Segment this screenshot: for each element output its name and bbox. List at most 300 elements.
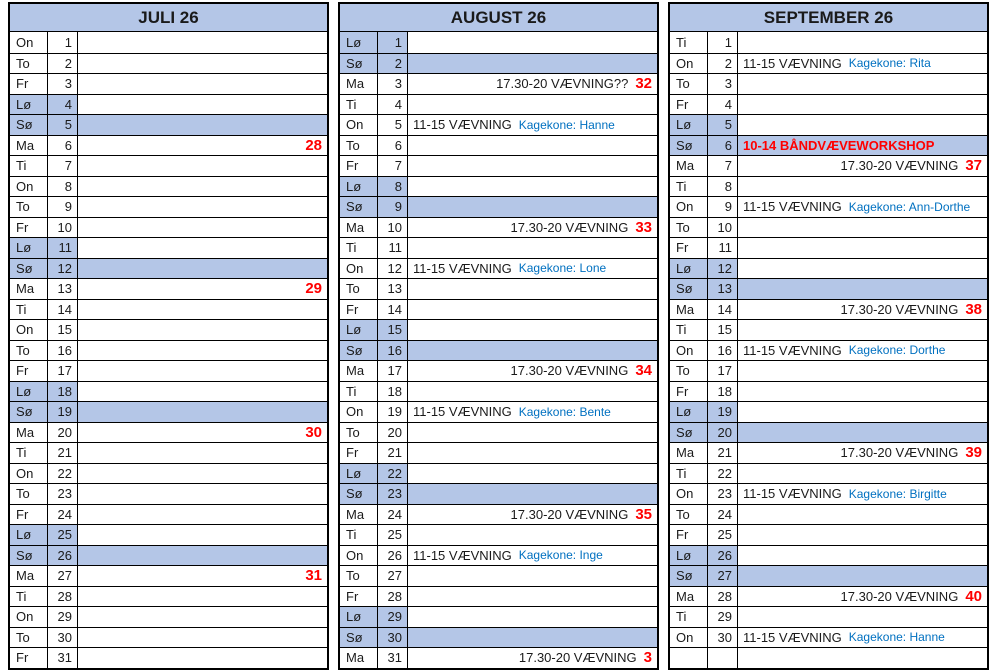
day-abbrev-cell[interactable]: Lø [340, 32, 378, 53]
event-cell[interactable] [738, 505, 987, 525]
event-cell[interactable] [78, 341, 327, 361]
date-number-cell[interactable]: 23 [378, 484, 408, 504]
date-number-cell[interactable]: 21 [708, 443, 738, 463]
event-cell[interactable] [78, 546, 327, 566]
date-number-cell[interactable]: 23 [708, 484, 738, 504]
date-number-cell[interactable]: 14 [708, 300, 738, 320]
day-abbrev-cell[interactable]: To [340, 279, 378, 299]
event-cell[interactable] [408, 628, 657, 648]
event-cell[interactable] [78, 361, 327, 381]
day-abbrev-cell[interactable]: To [670, 505, 708, 525]
date-number-cell[interactable]: 13 [378, 279, 408, 299]
day-abbrev-cell[interactable]: Ti [670, 32, 708, 53]
event-cell[interactable] [738, 566, 987, 586]
date-number-cell[interactable]: 8 [48, 177, 78, 197]
event-cell[interactable] [738, 341, 987, 361]
day-abbrev-cell[interactable]: On [10, 320, 48, 340]
date-number-cell[interactable]: 10 [708, 218, 738, 238]
event-cell[interactable] [78, 587, 327, 607]
day-abbrev-cell[interactable]: On [10, 177, 48, 197]
date-number-cell[interactable]: 29 [48, 607, 78, 627]
event-cell[interactable] [408, 197, 657, 217]
date-number-cell[interactable]: 11 [708, 238, 738, 258]
day-abbrev-cell[interactable]: Ti [340, 525, 378, 545]
date-number-cell[interactable]: 26 [378, 546, 408, 566]
day-abbrev-cell[interactable]: Lø [340, 320, 378, 340]
day-abbrev-cell[interactable]: Lø [10, 525, 48, 545]
event-cell[interactable] [408, 648, 657, 668]
kagekone-label: Kagekone: Rita [848, 56, 931, 71]
event-cell[interactable] [78, 300, 327, 320]
day-abbrev-cell[interactable]: Ma [340, 361, 378, 381]
event-cell[interactable] [408, 566, 657, 586]
day-abbrev-cell[interactable]: Lø [670, 546, 708, 566]
calendar-row [10, 217, 327, 238]
month-title-september: SEPTEMBER 26 [670, 4, 987, 32]
event-cell[interactable] [738, 32, 987, 53]
date-number-cell[interactable]: 22 [48, 464, 78, 484]
date-number-cell[interactable]: 15 [378, 320, 408, 340]
event-cell[interactable] [408, 587, 657, 607]
day-abbrev-cell[interactable]: To [10, 484, 48, 504]
event-cell[interactable] [408, 505, 657, 525]
event-cell[interactable] [408, 484, 657, 504]
week-number: 39 [965, 444, 982, 462]
day-abbrev-cell[interactable]: To [340, 136, 378, 156]
event-cell[interactable] [408, 320, 657, 340]
day-abbrev-cell[interactable]: On [10, 32, 48, 53]
day-abbrev-cell[interactable]: Fr [340, 587, 378, 607]
date-number-cell[interactable]: 27 [708, 566, 738, 586]
day-abbrev-cell[interactable]: Ma [10, 423, 48, 443]
event-cell[interactable] [78, 177, 327, 197]
date-number-cell[interactable]: 7 [48, 156, 78, 176]
date-number-cell[interactable]: 17 [708, 361, 738, 381]
day-abbrev-cell[interactable]: On [670, 197, 708, 217]
event-cell[interactable] [408, 115, 657, 135]
day-abbrev-cell[interactable]: Sø [670, 279, 708, 299]
date-number-cell[interactable]: 18 [48, 382, 78, 402]
event-cell[interactable] [738, 546, 987, 566]
day-abbrev-cell[interactable]: Fr [670, 525, 708, 545]
date-number-cell[interactable]: 19 [708, 402, 738, 422]
day-abbrev-cell[interactable]: On [10, 464, 48, 484]
day-abbrev-cell[interactable]: Ma [340, 74, 378, 94]
day-abbrev-cell[interactable]: Ma [10, 566, 48, 586]
day-abbrev-cell[interactable]: Ti [10, 443, 48, 463]
event-cell[interactable] [408, 382, 657, 402]
date-number-cell[interactable]: 15 [48, 320, 78, 340]
day-abbrev-cell[interactable]: On [10, 607, 48, 627]
event-cell[interactable] [78, 95, 327, 115]
day-abbrev-cell[interactable]: Ti [670, 320, 708, 340]
event-time-label: 17.30-20 VÆVNING [510, 363, 629, 379]
day-abbrev-cell[interactable]: Fr [340, 300, 378, 320]
day-abbrev-cell[interactable]: Lø [340, 607, 378, 627]
event-cell[interactable] [408, 443, 657, 463]
day-abbrev-cell[interactable]: Lø [340, 464, 378, 484]
date-number-cell[interactable]: 27 [378, 566, 408, 586]
date-number-cell[interactable]: 13 [48, 279, 78, 299]
date-number-cell[interactable]: 12 [48, 259, 78, 279]
event-cell[interactable] [408, 177, 657, 197]
day-abbrev-cell[interactable]: Fr [340, 156, 378, 176]
event-cell[interactable] [78, 484, 327, 504]
day-abbrev-cell[interactable]: Ma [340, 648, 378, 668]
event-cell[interactable] [738, 54, 987, 74]
event-cell[interactable] [408, 95, 657, 115]
date-number-cell[interactable]: 9 [48, 197, 78, 217]
day-abbrev-cell[interactable]: To [340, 423, 378, 443]
day-abbrev-cell[interactable]: Lø [340, 177, 378, 197]
date-number-cell[interactable]: 3 [48, 74, 78, 94]
date-number-cell[interactable]: 14 [378, 300, 408, 320]
day-abbrev-cell[interactable]: On [340, 402, 378, 422]
calendar-row [670, 647, 987, 668]
day-abbrev-cell[interactable]: Sø [340, 54, 378, 74]
event-time-label: 11-15 VÆVNING [413, 547, 512, 563]
day-abbrev-cell[interactable]: Fr [670, 382, 708, 402]
date-number-cell[interactable]: 16 [708, 341, 738, 361]
date-number-cell[interactable]: 25 [378, 525, 408, 545]
day-abbrev-cell[interactable]: Lø [670, 402, 708, 422]
day-abbrev-cell[interactable] [670, 648, 708, 668]
date-number-cell[interactable]: 4 [378, 95, 408, 115]
day-abbrev-cell[interactable]: On [670, 341, 708, 361]
date-number-cell[interactable]: 11 [48, 238, 78, 258]
day-abbrev-cell[interactable]: To [10, 197, 48, 217]
date-number-cell[interactable]: 2 [708, 54, 738, 74]
event-cell[interactable] [78, 74, 327, 94]
date-number-cell[interactable]: 29 [708, 607, 738, 627]
event-cell[interactable] [408, 218, 657, 238]
day-abbrev-cell[interactable]: Ma [670, 443, 708, 463]
day-abbrev-cell[interactable]: Lø [670, 115, 708, 135]
event-cell[interactable] [408, 464, 657, 484]
date-number-cell[interactable]: 12 [708, 259, 738, 279]
date-number-cell[interactable]: 17 [378, 361, 408, 381]
calendar-row [340, 135, 657, 156]
date-number-cell[interactable]: 3 [378, 74, 408, 94]
day-abbrev-cell[interactable]: Lø [670, 259, 708, 279]
event-cell[interactable] [408, 525, 657, 545]
day-abbrev-cell[interactable]: Sø [10, 115, 48, 135]
event-cell[interactable] [78, 54, 327, 74]
date-number-cell[interactable]: 31 [378, 648, 408, 668]
date-number-cell[interactable]: 20 [48, 423, 78, 443]
date-number-cell[interactable]: 6 [48, 136, 78, 156]
event-cell[interactable] [408, 156, 657, 176]
event-time-label: 17.30-20 VÆVNING [840, 445, 959, 461]
date-number-cell[interactable]: 18 [378, 382, 408, 402]
date-number-cell[interactable]: 6 [378, 136, 408, 156]
event-cell[interactable] [78, 259, 327, 279]
event-cell[interactable] [408, 607, 657, 627]
event-cell[interactable] [738, 136, 987, 156]
date-number-cell[interactable]: 2 [48, 54, 78, 74]
date-number-cell[interactable]: 10 [378, 218, 408, 238]
event-cell[interactable] [738, 361, 987, 381]
day-abbrev-cell[interactable]: Fr [10, 648, 48, 668]
day-abbrev-cell[interactable]: Ma [340, 505, 378, 525]
event-cell[interactable] [408, 136, 657, 156]
date-number-cell[interactable]: 28 [48, 587, 78, 607]
event-cell[interactable] [738, 587, 987, 607]
date-number-cell[interactable]: 9 [708, 197, 738, 217]
event-cell[interactable] [408, 546, 657, 566]
day-abbrev-cell[interactable]: To [670, 218, 708, 238]
date-number-cell[interactable]: 22 [378, 464, 408, 484]
date-number-cell[interactable]: 3 [708, 74, 738, 94]
day-abbrev-cell[interactable]: To [670, 361, 708, 381]
date-number-cell[interactable]: 13 [708, 279, 738, 299]
event-cell[interactable] [408, 238, 657, 258]
date-number-cell[interactable]: 8 [378, 177, 408, 197]
event-cell[interactable] [78, 402, 327, 422]
event-cell[interactable] [738, 382, 987, 402]
day-abbrev-cell[interactable]: Ti [10, 300, 48, 320]
day-abbrev-cell[interactable]: Ma [670, 300, 708, 320]
event-cell[interactable] [738, 218, 987, 238]
date-number-cell[interactable]: 5 [708, 115, 738, 135]
event-cell[interactable] [408, 361, 657, 381]
calendar-row [340, 627, 657, 648]
day-abbrev-cell[interactable]: Sø [340, 341, 378, 361]
event-cell[interactable] [78, 648, 327, 668]
day-abbrev-cell[interactable]: On [670, 484, 708, 504]
date-number-cell[interactable]: 5 [48, 115, 78, 135]
date-number-cell[interactable]: 30 [708, 628, 738, 648]
day-abbrev-cell[interactable]: Fr [340, 443, 378, 463]
date-number-cell[interactable]: 27 [48, 566, 78, 586]
date-number-cell[interactable]: 24 [48, 505, 78, 525]
event-cell[interactable] [78, 32, 327, 53]
event-cell[interactable] [738, 464, 987, 484]
date-number-cell[interactable]: 19 [48, 402, 78, 422]
week-number: 37 [965, 157, 982, 175]
day-abbrev-cell[interactable]: Fr [670, 95, 708, 115]
day-abbrev-cell[interactable]: To [670, 74, 708, 94]
day-abbrev-cell[interactable]: Sø [670, 136, 708, 156]
event-cell[interactable] [78, 218, 327, 238]
date-number-cell[interactable]: 17 [48, 361, 78, 381]
week-number: 30 [305, 423, 322, 441]
event-cell[interactable] [408, 74, 657, 94]
event-cell[interactable] [738, 423, 987, 443]
day-abbrev-cell[interactable]: On [670, 54, 708, 74]
calendar-row [10, 258, 327, 279]
event-cell[interactable] [738, 525, 987, 545]
event-cell[interactable] [408, 402, 657, 422]
date-number-cell[interactable]: 30 [378, 628, 408, 648]
day-abbrev-cell[interactable]: Sø [340, 484, 378, 504]
day-abbrev-cell[interactable]: Ti [10, 587, 48, 607]
date-number-cell[interactable]: 16 [48, 341, 78, 361]
event-cell[interactable] [78, 279, 327, 299]
day-abbrev-cell[interactable]: Fr [10, 218, 48, 238]
day-abbrev-cell[interactable]: Ti [10, 156, 48, 176]
event-cell[interactable] [78, 525, 327, 545]
date-number-cell[interactable]: 25 [48, 525, 78, 545]
event-cell[interactable] [738, 156, 987, 176]
date-number-cell[interactable]: 21 [378, 443, 408, 463]
event-cell[interactable] [408, 341, 657, 361]
date-number-cell[interactable]: 6 [708, 136, 738, 156]
date-number-cell[interactable]: 9 [378, 197, 408, 217]
day-abbrev-cell[interactable]: Sø [10, 546, 48, 566]
day-abbrev-cell[interactable]: Ma [670, 156, 708, 176]
event-cell[interactable] [408, 32, 657, 53]
calendar-row [10, 647, 327, 668]
event-cell[interactable] [78, 238, 327, 258]
date-number-cell[interactable]: 21 [48, 443, 78, 463]
date-number-cell[interactable]: 29 [378, 607, 408, 627]
day-abbrev-cell[interactable]: Sø [10, 259, 48, 279]
date-number-cell[interactable]: 20 [378, 423, 408, 443]
date-number-cell[interactable]: 31 [48, 648, 78, 668]
date-number-cell[interactable]: 26 [48, 546, 78, 566]
date-number-cell[interactable]: 30 [48, 628, 78, 648]
day-abbrev-cell[interactable]: Fr [670, 238, 708, 258]
day-abbrev-cell[interactable]: Ma [670, 587, 708, 607]
day-abbrev-cell[interactable]: Fr [10, 505, 48, 525]
date-number-cell[interactable]: 1 [378, 32, 408, 53]
calendar-row [10, 299, 327, 320]
date-number-cell[interactable]: 4 [48, 95, 78, 115]
event-cell[interactable] [738, 628, 987, 648]
event-cell[interactable] [78, 136, 327, 156]
event-cell[interactable] [738, 402, 987, 422]
event-cell[interactable] [78, 607, 327, 627]
event-cell[interactable] [78, 505, 327, 525]
day-abbrev-cell[interactable]: Lø [10, 382, 48, 402]
event-cell[interactable] [78, 320, 327, 340]
date-number-cell[interactable]: 20 [708, 423, 738, 443]
day-abbrev-cell[interactable]: On [340, 259, 378, 279]
event-cell[interactable] [408, 300, 657, 320]
date-number-cell[interactable]: 19 [378, 402, 408, 422]
event-cell[interactable] [78, 115, 327, 135]
calendar-row [670, 524, 987, 545]
event-cell[interactable] [408, 54, 657, 74]
event-cell[interactable] [78, 628, 327, 648]
day-abbrev-cell[interactable]: Lø [10, 95, 48, 115]
day-abbrev-cell[interactable]: On [340, 546, 378, 566]
event-cell[interactable] [738, 115, 987, 135]
calendar-row [670, 278, 987, 299]
event-cell[interactable] [738, 259, 987, 279]
date-number-cell[interactable]: 12 [378, 259, 408, 279]
day-abbrev-cell[interactable]: Fr [10, 74, 48, 94]
event-cell[interactable] [78, 464, 327, 484]
date-number-cell[interactable]: 24 [378, 505, 408, 525]
event-cell[interactable] [78, 443, 327, 463]
day-abbrev-cell[interactable]: To [10, 54, 48, 74]
event-cell[interactable] [738, 279, 987, 299]
date-number-cell[interactable]: 5 [378, 115, 408, 135]
calendar-row [10, 196, 327, 217]
day-abbrev-cell[interactable]: Sø [670, 566, 708, 586]
day-abbrev-cell[interactable]: Ti [670, 177, 708, 197]
event-cell[interactable] [78, 382, 327, 402]
date-number-cell[interactable]: 1 [48, 32, 78, 53]
date-number-cell[interactable]: 16 [378, 341, 408, 361]
day-abbrev-cell[interactable]: Ma [340, 218, 378, 238]
event-cell[interactable] [738, 443, 987, 463]
month-grid-juli [10, 32, 327, 668]
calendar-row [670, 299, 987, 320]
date-number-cell[interactable]: 2 [378, 54, 408, 74]
event-cell[interactable] [738, 95, 987, 115]
event-cell[interactable] [408, 279, 657, 299]
day-abbrev-cell[interactable]: On [340, 115, 378, 135]
event-cell[interactable] [738, 300, 987, 320]
day-abbrev-cell[interactable]: Ti [670, 464, 708, 484]
day-abbrev-cell[interactable]: Sø [340, 197, 378, 217]
event-cell[interactable] [408, 423, 657, 443]
event-cell[interactable] [408, 259, 657, 279]
date-number-cell[interactable]: 22 [708, 464, 738, 484]
event-cell[interactable] [738, 607, 987, 627]
date-number-cell[interactable] [708, 648, 738, 668]
week-number: 29 [305, 280, 322, 298]
date-number-cell[interactable]: 25 [708, 525, 738, 545]
day-abbrev-cell[interactable]: Sø [670, 423, 708, 443]
day-abbrev-cell[interactable]: To [340, 566, 378, 586]
day-abbrev-cell[interactable]: Ti [670, 607, 708, 627]
day-abbrev-cell[interactable]: Sø [10, 402, 48, 422]
date-number-cell[interactable]: 28 [708, 587, 738, 607]
day-abbrev-cell[interactable]: To [10, 341, 48, 361]
day-abbrev-cell[interactable]: Fr [10, 361, 48, 381]
day-abbrev-cell[interactable]: Ti [340, 95, 378, 115]
date-number-cell[interactable]: 15 [708, 320, 738, 340]
event-cell[interactable] [738, 648, 987, 668]
date-number-cell[interactable]: 18 [708, 382, 738, 402]
event-cell[interactable] [78, 423, 327, 443]
date-number-cell[interactable]: 23 [48, 484, 78, 504]
date-number-cell[interactable]: 8 [708, 177, 738, 197]
event-cell[interactable] [738, 320, 987, 340]
date-number-cell[interactable]: 28 [378, 587, 408, 607]
event-cell[interactable] [738, 74, 987, 94]
event-cell[interactable] [78, 197, 327, 217]
event-cell[interactable] [78, 156, 327, 176]
day-abbrev-cell[interactable]: Ma [10, 279, 48, 299]
event-cell[interactable] [738, 197, 987, 217]
date-number-cell[interactable]: 26 [708, 546, 738, 566]
day-abbrev-cell[interactable]: Ma [10, 136, 48, 156]
date-number-cell[interactable]: 7 [378, 156, 408, 176]
day-abbrev-cell[interactable]: Sø [340, 628, 378, 648]
date-number-cell[interactable]: 7 [708, 156, 738, 176]
event-cell[interactable] [78, 566, 327, 586]
day-abbrev-cell[interactable]: Ti [340, 238, 378, 258]
date-number-cell[interactable]: 11 [378, 238, 408, 258]
event-cell[interactable] [738, 484, 987, 504]
event-cell[interactable] [738, 177, 987, 197]
date-number-cell[interactable]: 24 [708, 505, 738, 525]
date-number-cell[interactable]: 4 [708, 95, 738, 115]
date-number-cell[interactable]: 10 [48, 218, 78, 238]
date-number-cell[interactable]: 14 [48, 300, 78, 320]
day-abbrev-cell[interactable]: To [10, 628, 48, 648]
day-abbrev-cell[interactable]: Lø [10, 238, 48, 258]
day-abbrev-cell[interactable]: On [670, 628, 708, 648]
day-abbrev-cell[interactable]: Ti [340, 382, 378, 402]
event-cell[interactable] [738, 238, 987, 258]
date-number-cell[interactable]: 1 [708, 32, 738, 53]
